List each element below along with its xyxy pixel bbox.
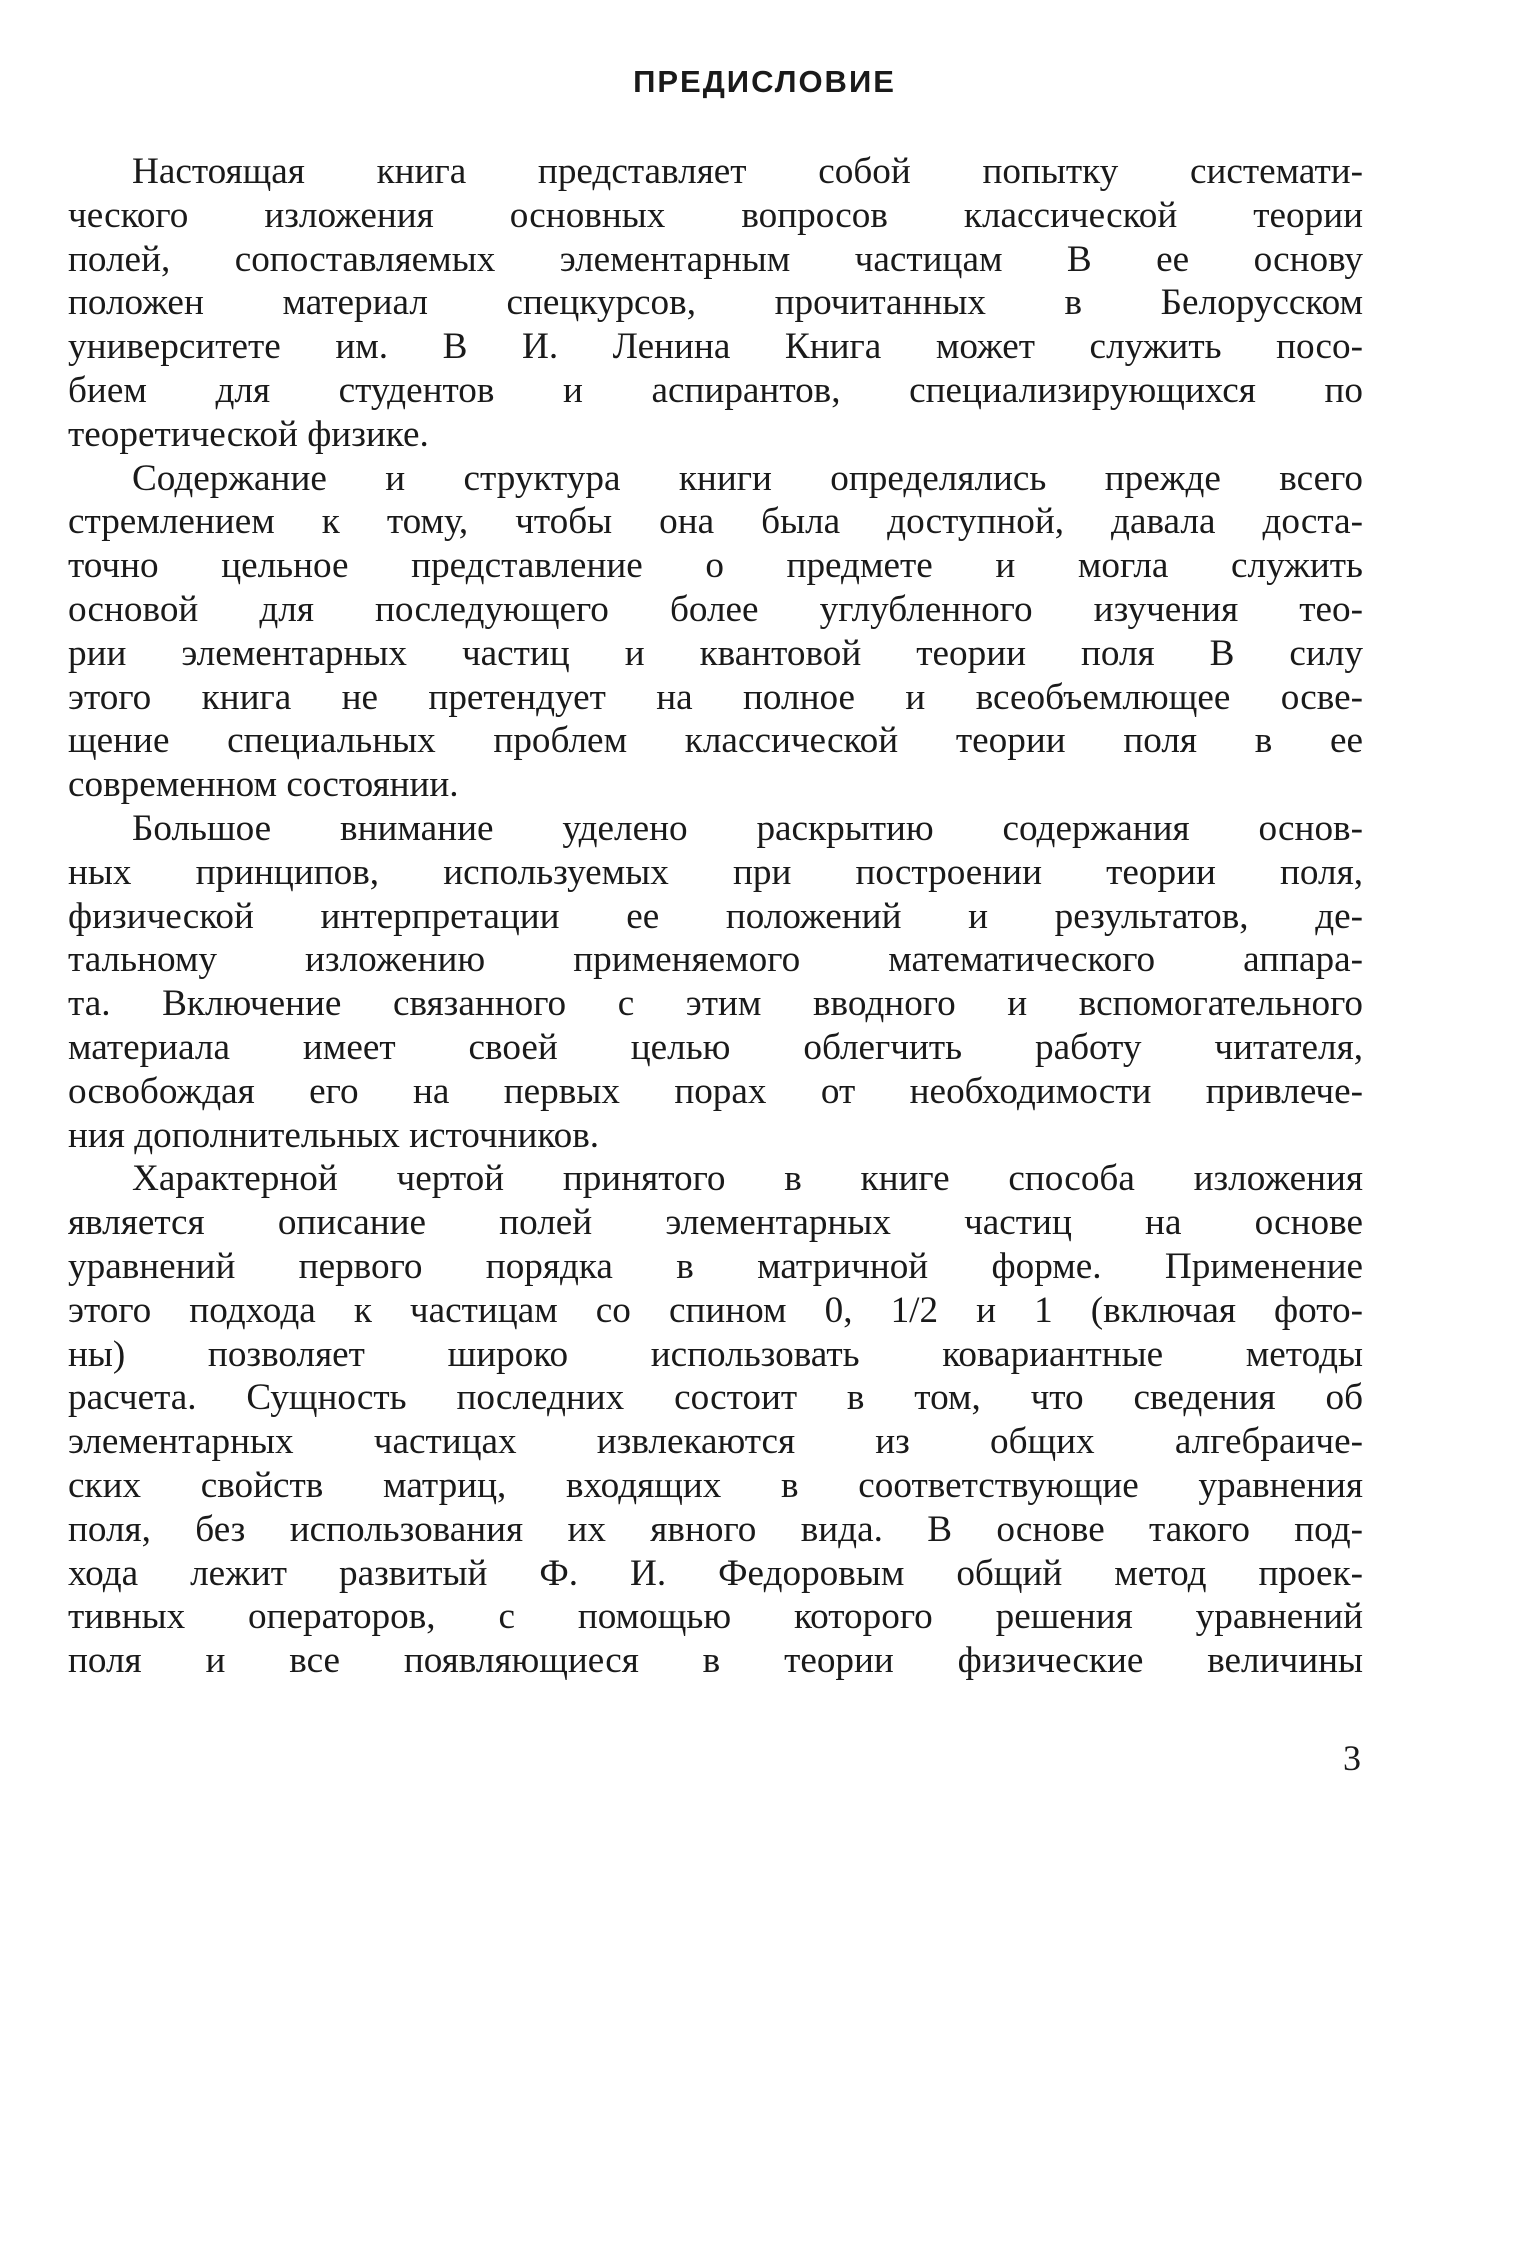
text-line: та. Включение связанного с этим вводного и вспомогательного [68,983,1363,1025]
page-number: 3 [1343,1738,1361,1778]
text-line: является описание полей элементарных частиц на основе [68,1202,1363,1244]
text-line: поля, без использования их явного вида. В основе такого под- [68,1508,1363,1550]
text-line: этого подхода к частицам со спином 0, 1/2 и 1 (включая фото- [68,1289,1363,1331]
text-line: точно цельное представление о предмете и могла служить [68,545,1363,587]
text-line: элементарных частицах извлекаются из общих алгебраиче- [68,1421,1363,1463]
text-line: современном состоянии. [68,764,459,806]
text-line: Большое внимание уделено раскрытию содержания основ- [132,807,1363,849]
text-line: Настоящая книга представляет собой попытку системати- [132,151,1363,192]
text-line: освобождая его на первых порах от необходимости привлече- [68,1070,1363,1112]
text-line: материала имеет своей целью облегчить работу читателя, [68,1026,1363,1068]
paragraph-3 [68,807,1363,1157]
text-line: поля и все появляющиеся в теории физические величины [68,1640,1363,1682]
text-line: теоретической физике. [68,413,429,455]
text-line: бием для студентов и аспирантов, специализирующихся по [68,369,1363,411]
text-line: ческого изложения основных вопросов классической теории [68,194,1363,236]
text-line: этого книга не претендует на полное и всеобъемлющее осве- [68,676,1363,718]
text-line: физической интерпретации ее положений и результатов, де- [68,895,1363,937]
text-line: расчета. Сущность последних состоит в том, что сведения об [68,1377,1363,1419]
text-line: уравнений первого порядка в матричной форме. Применение [68,1245,1363,1287]
text-line: хода лежит развитый Ф. И. Федоровым общий метод проек- [68,1552,1363,1594]
page-title: ПРЕДИСЛОВИЕ [633,64,896,99]
text-line: тивных операторов, с помощью которого решения уравнений [68,1596,1363,1638]
text-line: ны) позволяет широко использовать ковариантные методы [68,1333,1363,1375]
text-line: ния дополнительных источников. [68,1114,600,1156]
text-line: ских свойств матриц, входящих в соответствующие уравнения [68,1464,1363,1506]
paragraph-4 [68,1157,1363,1683]
text-line: основой для последующего более углубленного изучения тео- [68,588,1363,630]
preface-text [68,150,1363,1683]
text-line: тальному изложению применяемого математического аппара- [68,939,1363,981]
text-line: положен материал спецкурсов, прочитанных в Белорусском [68,282,1363,324]
paragraph-2 [68,457,1363,807]
text-line: щение специальных проблем классической теории поля в ее [68,720,1363,762]
text-line: ных принципов, используемых при построении теории поля, [68,851,1363,893]
text-line: университете им. В И. Ленина Книга может служить посо- [68,326,1363,368]
text-line: рии элементарных частиц и квантовой теории поля В силу [68,632,1363,674]
text-line: Содержание и структура книги определялись прежде всего [132,457,1363,499]
text-line: Характерной чертой принятого в книге способа изложения [132,1158,1363,1200]
paragraph-1 [68,150,1363,457]
text-line: стремлением к тому, чтобы она была доступной, давала доста- [68,501,1363,543]
text-line: полей, сопоставляемых элементарным частицам В ее основу [68,238,1363,280]
